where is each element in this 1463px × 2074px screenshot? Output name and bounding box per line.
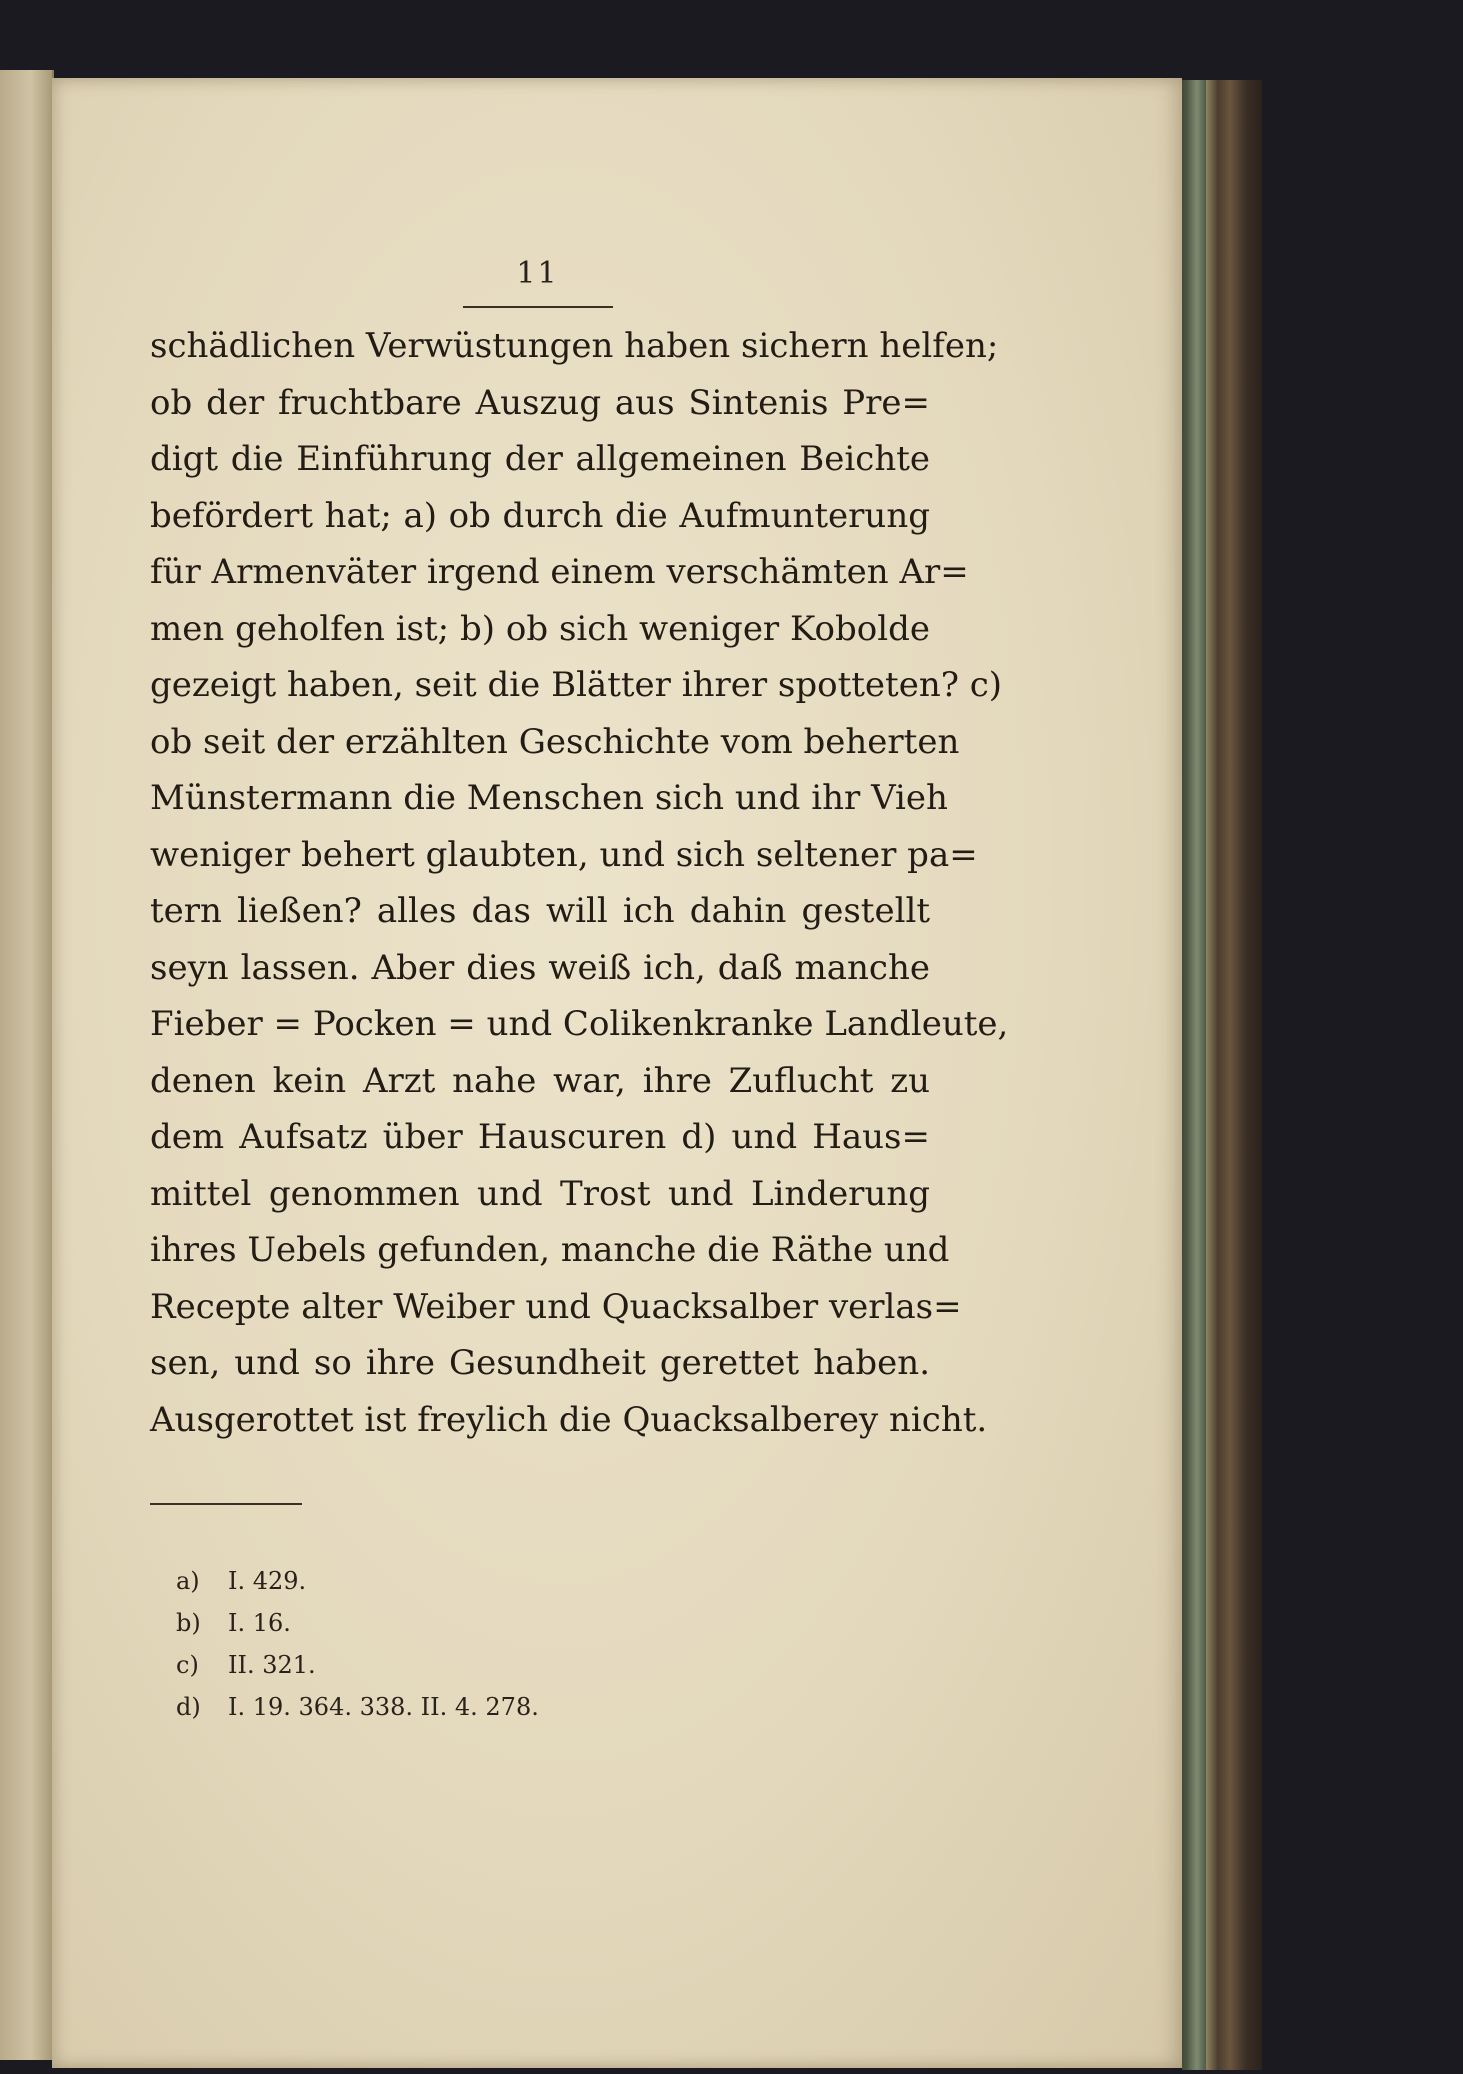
text-line: Fieber = Pocken = und Colikenkranke Landleute, (150, 1004, 1009, 1044)
text-line: sen, und so ihre Gesundheit gerettet haben. (150, 1343, 930, 1383)
text-line: mittel genommen und Trost und Linderung (150, 1173, 930, 1214)
footnote (176, 1686, 539, 1728)
footnote (176, 1644, 539, 1686)
text-line: tern ließen? alles das will ich dahin gestellt (150, 891, 930, 931)
text-line: ob seit der erzählten Geschichte vom beherten (150, 721, 960, 762)
text-line: denen kein Arzt nahe war, ihre Zuflucht zu (150, 1060, 930, 1101)
header-rule (463, 306, 613, 308)
footnote-ref: I. 16. (228, 1609, 291, 1637)
footnote-ref: II. 321. (228, 1651, 316, 1679)
footnote-ref: I. 429. (228, 1567, 307, 1595)
text-line: schädlichen Verwüstungen haben sichern helfen; (150, 326, 999, 366)
footnote-rule (150, 1503, 302, 1505)
spine-band (1188, 80, 1206, 2070)
footnote (176, 1560, 539, 1602)
text-line: men geholfen ist; b) ob sich weniger Kobolde (150, 608, 930, 649)
text-line: ob der fruchtbare Auszug aus Sintenis Pre= (150, 382, 930, 423)
footnote-mark: a) (176, 1567, 200, 1595)
previous-page-edge (0, 70, 54, 2060)
text-line: dem Aufsatz über Hauscuren d) und Haus= (150, 1117, 930, 1157)
text-line: Ausgerottet ist freylich die Quacksalberey nicht. (150, 1399, 988, 1440)
footnote-ref: I. 19. 364. 338. II. 4. 278. (228, 1693, 539, 1721)
text-line: seyn lassen. Aber dies weiß ich, daß manche (150, 947, 930, 988)
footnote (176, 1602, 539, 1644)
text-line: gezeigt haben, seit die Blätter ihrer spotteten? c) (150, 665, 1003, 705)
body-text (150, 318, 1009, 1448)
footnote-mark: b) (176, 1609, 201, 1637)
text-line: befördert hat; a) ob durch die Aufmunterung (150, 495, 930, 536)
footnotes (176, 1560, 539, 1728)
text-line: Münstermann die Menschen sich und ihr Vieh (150, 778, 948, 818)
text-line: digt die Einführung der allgemeinen Beichte (150, 439, 930, 479)
text-line: für Armenväter irgend einem verschämten Ar= (150, 552, 969, 592)
page-number: 11 (516, 256, 559, 291)
text-line: ihres Uebels gefunden, manche die Räthe und (150, 1230, 950, 1270)
footnote-mark: c) (176, 1651, 199, 1679)
text-line: Recepte alter Weiber und Quacksalber verlas= (150, 1286, 962, 1327)
footnote-mark: d) (176, 1693, 201, 1721)
text-line: weniger behert glaubten, und sich seltener pa= (150, 834, 978, 875)
